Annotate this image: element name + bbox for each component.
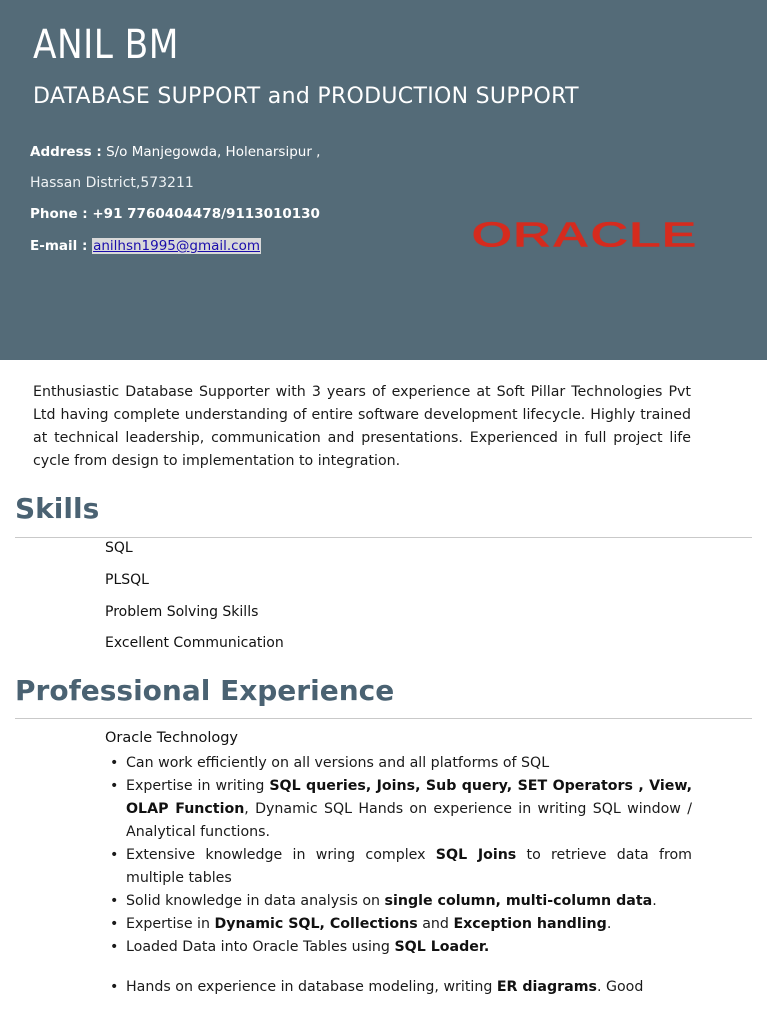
bullet-text: . [652, 893, 657, 909]
bullet-bold-text: single column, multi-column data [384, 893, 653, 909]
experience-bullet [110, 890, 692, 913]
email-label: E-mail : [30, 238, 88, 254]
bullet-text: , Dynamic SQL Hands on experience in writing SQL window / Analytical functions. [126, 801, 692, 840]
bullet-text: . [606, 916, 612, 932]
company-name: Oracle Technology [105, 730, 239, 746]
skill-item: Excellent Communication [105, 635, 284, 651]
phone-label: Phone : [30, 206, 88, 222]
professional-summary: Enthusiastic Database Supporter with 3 years of experience at Soft Pillar Technologies Pvt Ltd having complete understanding of entire software development lifecycle. Highly trained at technical leadership, communication and presentations. Experienced in full project life cycle from design to implementation to integration. [33, 384, 691, 469]
bullet-text: Extensive knowledge in wring complex [126, 847, 436, 863]
experience-bullet [110, 752, 692, 775]
section-divider [15, 537, 752, 538]
bullet-bold-text: Exception handling [453, 916, 607, 932]
resume-header [0, 0, 767, 360]
bullet-text: Solid knowledge in data analysis on [126, 893, 385, 909]
skill-item: SQL [105, 540, 133, 556]
bullet-bold-text: ER diagrams [496, 979, 597, 995]
skills-heading: Skills [15, 492, 100, 525]
experience-bullet [110, 913, 692, 936]
experience-bullet [110, 844, 692, 890]
address-line [30, 144, 320, 160]
email-link[interactable]: anilhsn1995@gmail.com [93, 238, 261, 254]
oracle-logo-icon [470, 218, 698, 252]
skill-item: Problem Solving Skills [105, 604, 259, 620]
experience-heading: Professional Experience [15, 674, 395, 707]
bullet-text: to retrieve data from multiple tables [126, 847, 692, 886]
bullet-text: Loaded Data into Oracle Tables using [126, 939, 395, 955]
bullet-bold-text: SQL Joins [435, 847, 517, 863]
bullet-text: Can work efficiently on all versions and all platforms of SQL [126, 755, 550, 771]
phone-value: +91 7760404478/9113010130 [92, 206, 320, 222]
bullet-text: Expertise in writing [126, 778, 270, 794]
address-label: Address : [30, 144, 102, 160]
experience-bullet-list [110, 752, 692, 999]
email-line [30, 238, 261, 254]
experience-bullet [110, 775, 692, 844]
candidate-role: DATABASE SUPPORT and PRODUCTION SUPPORT [33, 84, 579, 109]
experience-bullet [110, 976, 692, 999]
section-divider [15, 718, 752, 719]
skill-item: PLSQL [105, 572, 149, 588]
bullet-text: Expertise in [126, 916, 215, 932]
bullet-text: and [417, 916, 454, 932]
bullet-bold-text: Dynamic SQL, Collections [214, 916, 418, 932]
bullet-text: Hands on experience in database modeling, writing [126, 979, 497, 995]
district-line: Hassan District,573211 [30, 175, 194, 191]
oracle-logo-text: ORACLE [471, 218, 697, 252]
address-value: S/o Manjegowda, Holenarsipur , [106, 144, 321, 160]
candidate-name: ANIL BM [33, 22, 179, 68]
bullet-bold-text: SQL Loader. [394, 939, 490, 955]
bullet-text: . Good [596, 979, 644, 995]
phone-line [30, 206, 320, 222]
bullet-bold-text: SQL queries, Joins, Sub query, SET Operators , View, OLAP Function [126, 778, 692, 817]
experience-bullet [110, 936, 692, 959]
